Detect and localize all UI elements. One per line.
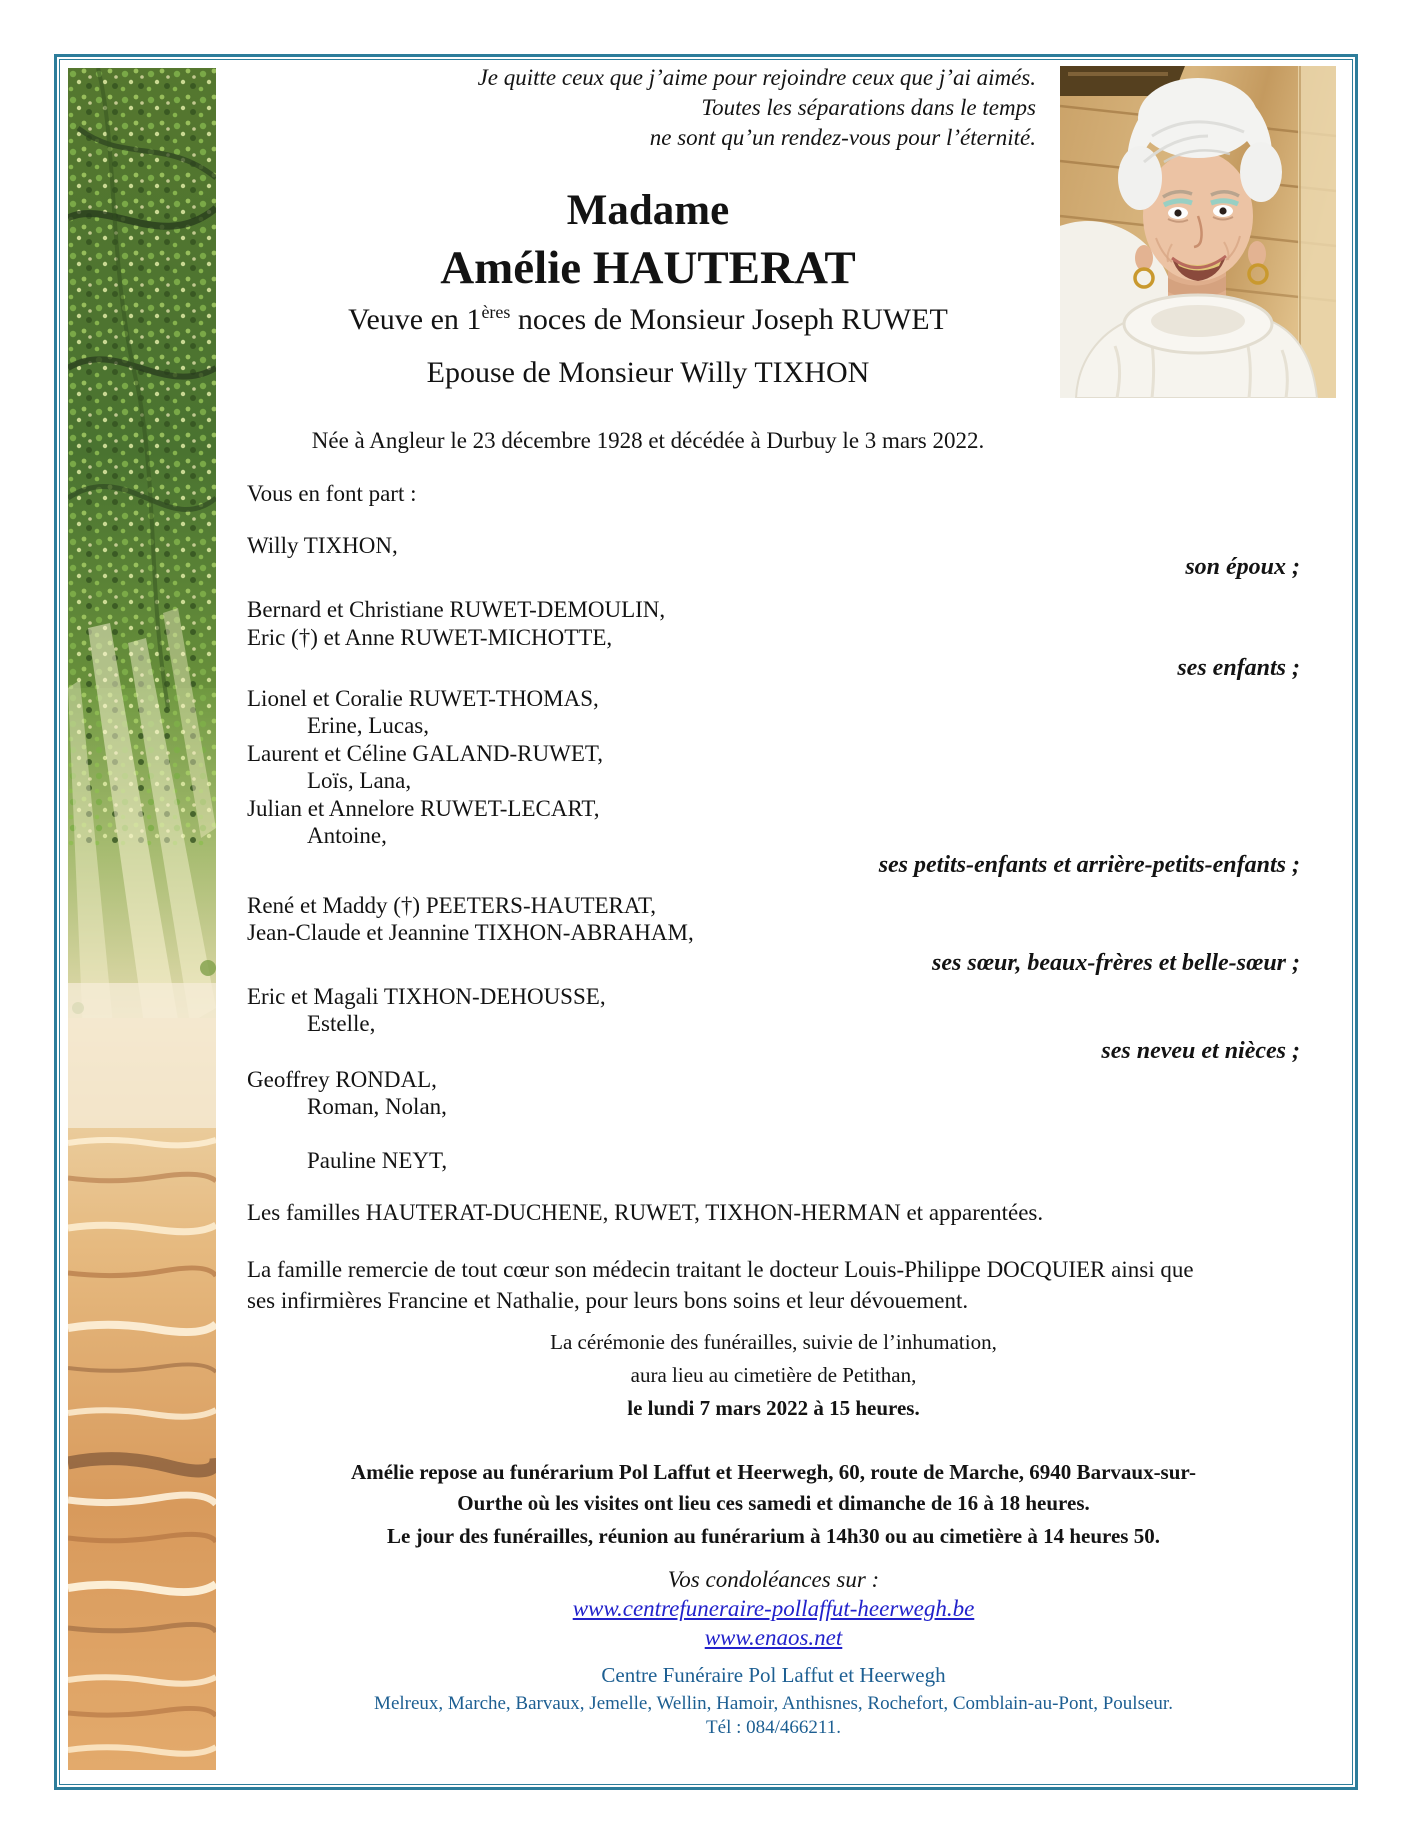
condolences-link-1[interactable]: www.centrefuneraire-pollaffut-heerwegh.be	[572, 1596, 975, 1621]
memorial-quote	[247, 63, 1036, 153]
relation-label-children: ses enfants ;	[1177, 655, 1300, 681]
funeral-home-phone: Tél : 084/466211.	[706, 1717, 841, 1738]
widow-line-sup: ères	[481, 302, 511, 322]
family-member-grandchild: Lionel et Coralie RUWET-THOMAS,	[247, 686, 599, 711]
forest-path-photo	[68, 68, 216, 1770]
family-member-sibling: René et Maddy (†) PEETERS-HAUTERAT,	[247, 893, 657, 918]
family-member-grandchild: Antoine,	[307, 823, 387, 848]
repose-line-2: Ourthe où les visites ont lieu ces samedi et dimanche de 16 à 18 heures.	[457, 1491, 1090, 1515]
family-member-child: Bernard et Christiane RUWET-DEMOULIN,	[247, 597, 666, 622]
life-dates: Née à Angleur le 23 décembre 1928 et décédée à Durbuy le 3 mars 2022.	[311, 428, 985, 453]
funeral-home-locations: Melreux, Marche, Barvaux, Jemelle, Wellin, Hamoir, Anthisnes, Rochefort, Comblain-au-Pont, Poulseur.	[374, 1693, 1173, 1714]
family-member-grandchild: Laurent et Céline GALAND-RUWET,	[247, 741, 603, 766]
deceased-name: Amélie HAUTERAT	[440, 242, 856, 294]
portrait-photo	[1060, 66, 1336, 398]
repose-line-1: Amélie repose au funérarium Pol Laffut et Heerwegh, 60, route de Marche, 6940 Barvaux-sur-	[351, 1460, 1196, 1484]
quote-line-3: ne sont qu’un rendez-vous pour l’éternité.	[649, 125, 1036, 150]
relation-label-husband: son époux ;	[1185, 554, 1300, 580]
related-families-line: Les familles HAUTERAT-DUCHENE, RUWET, TIXHON-HERMAN et apparentées.	[247, 1200, 1044, 1225]
ceremony-date-time: le lundi 7 mars 2022 à 15 heures.	[627, 1396, 920, 1420]
family-member-sibling: Jean-Claude et Jeannine TIXHON-ABRAHAM,	[247, 920, 694, 945]
family-member-niece: Estelle,	[307, 1011, 376, 1036]
funeral-day-meeting-line: Le jour des funérailles, réunion au funérarium à 14h30 ou au cimetière à 14 heures 50.	[387, 1524, 1160, 1548]
ceremony-line-2: aura lieu au cimetière de Petithan,	[630, 1363, 917, 1387]
spouse-line: Epouse de Monsieur Willy TIXHON	[426, 356, 870, 389]
portrait-illustration	[1060, 66, 1336, 398]
family-member-other: Geoffrey RONDAL,	[247, 1067, 437, 1092]
quote-line-2: Toutes les séparations dans le temps	[701, 95, 1036, 120]
forest-path-illustration	[68, 68, 216, 1770]
widow-line	[247, 303, 1049, 337]
thanks-line-2: ses infirmières Francine et Nathalie, pour leurs bons soins et leur dévouement.	[247, 1288, 969, 1313]
ceremony-line-1: La cérémonie des funérailles, suivie de l’inhumation,	[550, 1330, 997, 1354]
family-member-grandchild: Loïs, Lana,	[307, 768, 412, 793]
condolences-intro: Vos condoléances sur :	[667, 1567, 880, 1592]
condolences-link-2[interactable]: www.enaos.net	[704, 1625, 843, 1650]
funeral-home-name: Centre Funéraire Pol Laffut et Heerwegh	[601, 1663, 946, 1687]
family-member-other: Pauline NEYT,	[307, 1148, 448, 1173]
honorific-title: Madame	[566, 187, 730, 234]
condolences-link-2-row	[247, 1625, 1300, 1651]
family-member-grandchild: Erine, Lucas,	[307, 713, 429, 738]
condolences-link-1-row	[247, 1596, 1300, 1622]
widow-line-post: noces de Monsieur Joseph RUWET	[510, 303, 948, 336]
family-member-other: Roman, Nolan,	[307, 1094, 447, 1119]
family-member-child: Eric (†) et Anne RUWET-MICHOTTE,	[247, 625, 613, 650]
relation-label-siblings: ses sœur, beaux-frères et belle-sœur ;	[932, 950, 1300, 976]
family-member-niece: Eric et Magali TIXHON-DEHOUSSE,	[247, 984, 606, 1009]
thanks-line-1: La famille remercie de tout cœur son médecin traitant le docteur Louis-Philippe DOCQUIER ainsi que	[247, 1257, 1194, 1282]
family-member-grandchild: Julian et Annelore RUWET-LECART,	[247, 796, 600, 821]
family-member-husband: Willy TIXHON,	[247, 533, 398, 558]
quote-line-1: Je quitte ceux que j’aime pour rejoindre ceux que j’ai aimés.	[477, 65, 1036, 90]
relation-label-nieces: ses neveu et nièces ;	[1101, 1038, 1300, 1064]
widow-line-pre: Veuve en 1	[348, 303, 482, 336]
relation-label-grandchildren: ses petits-enfants et arrière-petits-enfants ;	[878, 852, 1300, 878]
announcement-intro: Vous en font part :	[247, 481, 417, 506]
